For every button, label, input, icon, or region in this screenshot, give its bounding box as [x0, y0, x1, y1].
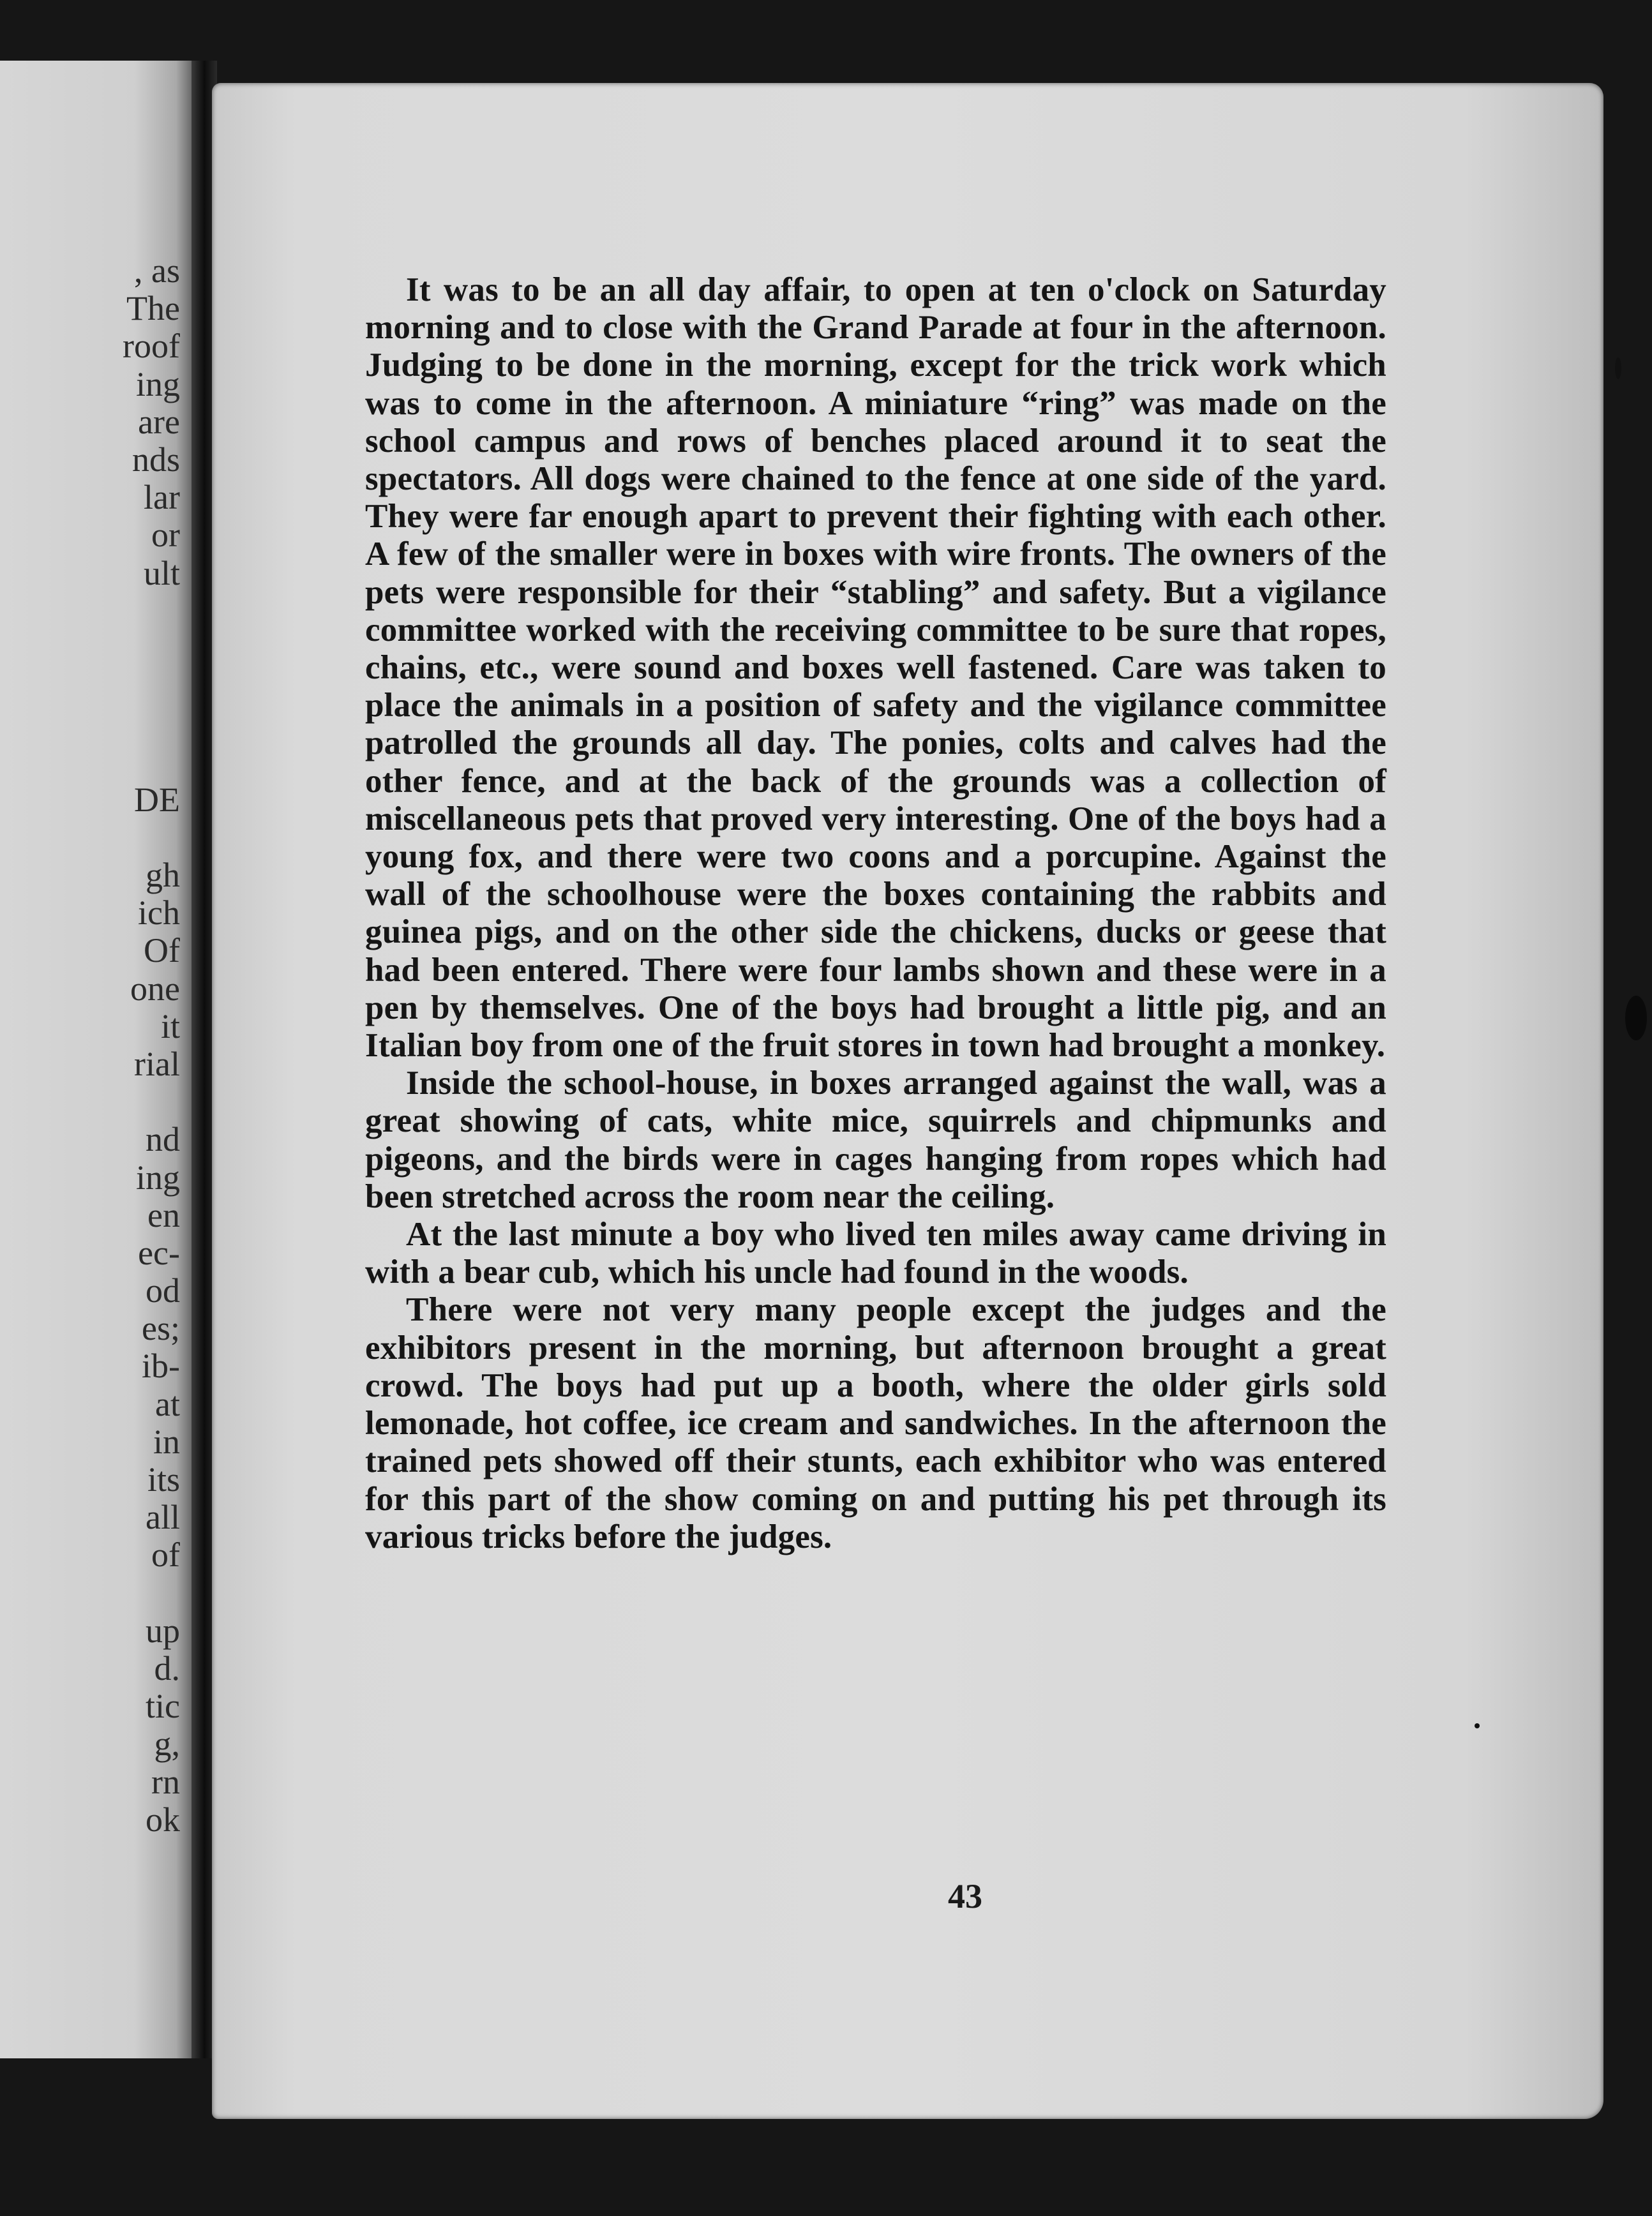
- left-fragment-line: gh: [146, 856, 180, 894]
- left-fragment-line: en: [147, 1195, 180, 1234]
- left-fragment-line: [52, 819, 180, 857]
- left-fragment-line: lar: [144, 478, 180, 517]
- page-body-text: [365, 271, 1386, 1556]
- paragraph: At the last minute a boy who lived ten miles away came driving in with a bear cub, which his uncle had found in the woods.: [365, 1216, 1386, 1291]
- left-fragment-line: [52, 1083, 180, 1121]
- left-fragment-line: [52, 705, 180, 743]
- left-fragment-line: d.: [154, 1649, 180, 1688]
- left-fragment-line: [52, 1839, 180, 1876]
- left-fragment-line: or: [151, 516, 180, 555]
- left-fragment-line: , as: [134, 251, 180, 290]
- left-fragment-line: DE: [134, 780, 180, 819]
- left-fragment-line: es;: [142, 1309, 180, 1348]
- paragraph: There were not very many people except the judges and the exhibitors present in the morning, but afternoon brought a great crowd. The boys had put up a booth, where the older girls sold lemonade, hot coffee, ice cream and sandwiches. In the afternoon the trained pets showed off their stunts, each exhibitor who was entered for this part of the show coming on and putting his pet through its various tricks before the judges.: [365, 1291, 1386, 1555]
- left-fragment-line: at: [155, 1384, 180, 1423]
- left-fragment-line: nd: [146, 1120, 180, 1159]
- left-fragment-line: ich: [138, 894, 180, 932]
- left-fragment-line: one: [130, 969, 180, 1008]
- left-fragment-line: up: [146, 1611, 180, 1650]
- dust-speck: [1615, 357, 1621, 379]
- left-fragment-line: ing: [135, 364, 180, 403]
- left-fragment-line: it: [160, 1007, 180, 1045]
- left-fragment-line: tic: [146, 1687, 180, 1726]
- left-fragment-line: rn: [151, 1762, 180, 1801]
- dust-speck: [1475, 1723, 1480, 1728]
- scan-edge-mark: [1625, 996, 1647, 1040]
- left-fragment-line: rial: [134, 1044, 180, 1083]
- left-fragment-line: ok: [146, 1800, 180, 1839]
- left-fragment-line: [52, 668, 180, 705]
- left-fragment-line: nds: [131, 440, 180, 479]
- paragraph: It was to be an all day affair, to open at ten o'clock on Saturday morning and to close with the Grand Parade at four in the afternoon. Judging to be done in the morning, except for the trick work which was to come in the afternoon. A miniature “ring” was made on the school campus and rows of benches placed around it to seat the spectators. All dogs were chained to the fence at one side of the yard. They were far enough apart to prevent their fighting with each other. A few of the smaller were in boxes with wire fronts. The owners of the pets were responsible for their “stabling” and safety. But a vigilance committee worked with the receiving committee to be sure that ropes, chains, etc., were sound and boxes well fastened. Care was taken to place the animals in a position of safety and the vigilance committee patrolled the grounds all day. The ponies, colts and calves had the other fence, and at the back of the grounds was a collection of miscellaneous pets that proved very interesting. One of the boys had a young fox, and there were two coons and a porcupine. Against the wall of the schoolhouse were the boxes containing the rabbits and guinea pigs, and on the other side the chickens, ducks or geese that had been entered. There were four lambs shown and these were in a pen by themselves. One of the boys had brought a little pig, and an Italian boy from one of the fruit stores in town had brought a monkey.: [365, 271, 1386, 1065]
- left-fragment-line: g,: [154, 1725, 180, 1763]
- left-fragment-line: all: [146, 1498, 180, 1537]
- left-fragment-line: are: [138, 402, 180, 441]
- left-page-text-fragments: [52, 252, 180, 1876]
- left-fragment-line: in: [153, 1422, 180, 1461]
- left-fragment-line: of: [151, 1536, 180, 1575]
- right-page: [212, 83, 1603, 2119]
- left-fragment-line: its: [147, 1460, 180, 1499]
- left-fragment-line: od: [146, 1271, 180, 1310]
- left-facing-page: [0, 61, 191, 2058]
- left-fragment-line: ult: [143, 553, 180, 592]
- left-fragment-line: Of: [144, 931, 180, 970]
- left-fragment-line: ib-: [142, 1347, 180, 1386]
- left-fragment-line: [52, 1575, 180, 1612]
- left-fragment-line: [52, 630, 180, 668]
- left-fragment-line: ing: [135, 1158, 180, 1197]
- left-fragment-line: ec-: [138, 1233, 180, 1272]
- page-number: 43: [948, 1877, 982, 1915]
- left-fragment-line: The: [126, 289, 180, 328]
- paragraph: Inside the school-house, in boxes arranged against the wall, was a great showing of cats, white mice, squirrels and chipmunks and pigeons, and the birds were in cages hanging from ropes which had been stretched across the room near the ceiling.: [365, 1065, 1386, 1215]
- left-fragment-line: [52, 592, 180, 630]
- left-fragment-line: [52, 743, 180, 781]
- left-fragment-line: roof: [123, 327, 180, 366]
